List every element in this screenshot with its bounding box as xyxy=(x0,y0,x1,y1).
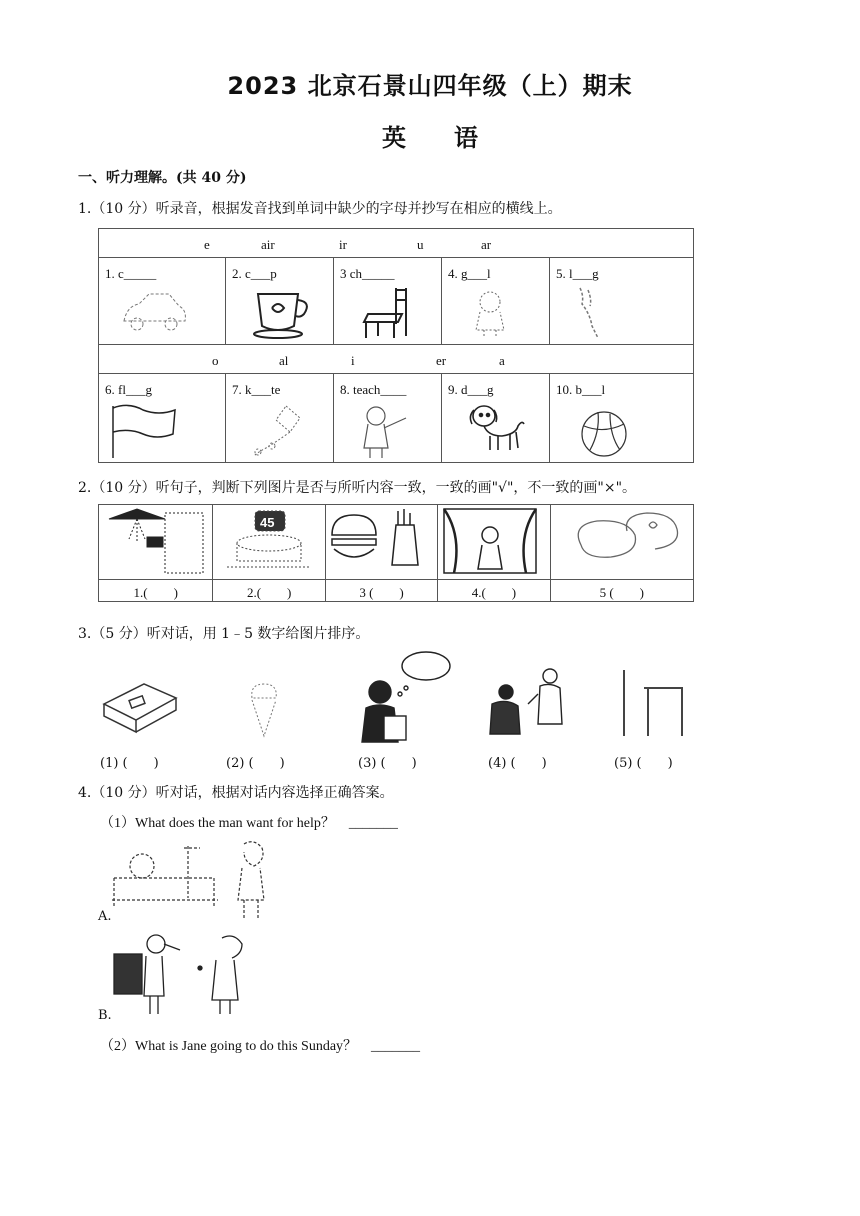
letter-option: air xyxy=(261,237,275,252)
question-3-prompt: 3.（5 分）听对话，用 1﹣5 数字给图片排序。 xyxy=(78,626,370,642)
word-label: 6. fl___g xyxy=(105,382,152,397)
answer-blank[interactable]: (1) ( ) xyxy=(100,756,159,771)
word-label: 5. l___g xyxy=(556,266,599,281)
letter-option: ir xyxy=(339,237,347,252)
question-1-prompt: 1.（10 分）听录音，根据发音找到单词中缺少的字母并抄写在相应的横线上。 xyxy=(78,201,562,217)
word-cell xyxy=(226,258,333,344)
ice-cream-icon xyxy=(246,678,282,740)
word-label: 2. c___p xyxy=(232,266,277,281)
answer-blank[interactable]: 3 ( ) xyxy=(359,585,404,600)
word-label: 1. c_____ xyxy=(105,266,157,281)
question-4-prompt: 4.（10 分）听对话，根据对话内容选择正确答案。 xyxy=(78,785,394,801)
question-4-sub-1: （1）What does the man want for help？ _______ xyxy=(100,816,398,831)
car-icon xyxy=(119,286,189,336)
letter-option: a xyxy=(499,353,505,368)
cup-icon xyxy=(246,286,326,341)
answer-blank[interactable]: 5 ( ) xyxy=(599,585,645,600)
option-b-label[interactable]: B. xyxy=(98,1008,112,1023)
word-label: 3 ch_____ xyxy=(340,266,395,281)
answer-blank[interactable]: (3) ( ) xyxy=(358,756,417,771)
girl-icon xyxy=(462,286,522,341)
word-label: 8. teach____ xyxy=(340,382,407,397)
ball-icon xyxy=(570,402,640,460)
answer-blank[interactable]: (2) ( ) xyxy=(226,756,285,771)
word-label: 9. d___g xyxy=(448,382,494,397)
flag-icon xyxy=(107,402,187,460)
slippers-icon xyxy=(551,505,687,577)
dog-icon xyxy=(462,402,532,460)
letter-option: e xyxy=(204,237,210,252)
shop-talk-icon xyxy=(484,664,574,744)
answer-blank[interactable]: 4.( ) xyxy=(471,585,517,600)
letter-option: ar xyxy=(481,237,492,252)
word-cell xyxy=(334,374,441,462)
letter-bank-row-2 xyxy=(99,345,693,373)
word-label: 10. b___l xyxy=(556,382,606,397)
section-heading: 一、听力理解。(共 40 分) xyxy=(78,170,247,186)
birthday-cake-icon xyxy=(213,505,319,577)
letter-option: al xyxy=(279,353,289,368)
letter-option: o xyxy=(212,353,219,368)
question-4-sub-2: （2）What is Jane going to do this Sunday？ _______ xyxy=(100,1039,421,1054)
word-cell xyxy=(99,258,225,344)
letter-option: u xyxy=(417,237,424,252)
word-cell xyxy=(442,374,549,462)
word-cell xyxy=(226,374,333,462)
answer-blank[interactable]: 1.( ) xyxy=(133,585,178,600)
word-cell xyxy=(442,258,549,344)
word-cell xyxy=(550,258,693,344)
option-a-label[interactable]: A. xyxy=(98,909,112,924)
question-2-prompt: 2.（10 分）听句子，判断下列图片是否与所听内容一致，一致的画"√"，不一致的画"×"。 xyxy=(78,480,637,496)
lamp-switch-icon xyxy=(99,505,207,577)
teacher-icon xyxy=(354,402,424,460)
word-label: 7. k___te xyxy=(232,382,281,397)
word-cell xyxy=(550,374,693,462)
answer-blank[interactable]: 2.( ) xyxy=(246,585,292,600)
phone-call-icon xyxy=(354,650,454,746)
letter-option: i xyxy=(351,353,355,368)
question-2-table xyxy=(98,504,694,602)
burger-fries-icon xyxy=(326,505,432,577)
kite-icon xyxy=(246,402,316,460)
hospital-scene-icon xyxy=(104,838,282,920)
pencil-box-icon xyxy=(100,676,180,736)
word-label: 4. g___l xyxy=(448,266,491,281)
chair-icon xyxy=(354,286,424,341)
letter-option: er xyxy=(436,353,447,368)
carrying-boxes-icon xyxy=(110,930,260,1016)
document-title: 2023 北京石景山四年级（上）期末 xyxy=(227,72,633,100)
cake-badge: 45 xyxy=(260,515,275,530)
question-1-table xyxy=(98,228,694,463)
window-girl-icon xyxy=(438,505,544,577)
word-cell xyxy=(334,258,441,344)
document-subject: 英 语 xyxy=(382,124,478,152)
word-cell xyxy=(99,374,225,462)
leg-icon xyxy=(570,286,630,341)
answer-blank[interactable]: (4) ( ) xyxy=(488,756,547,771)
letter-bank-row-1 xyxy=(99,229,693,257)
door-icon xyxy=(616,666,692,740)
answer-blank[interactable]: (5) ( ) xyxy=(614,756,673,771)
